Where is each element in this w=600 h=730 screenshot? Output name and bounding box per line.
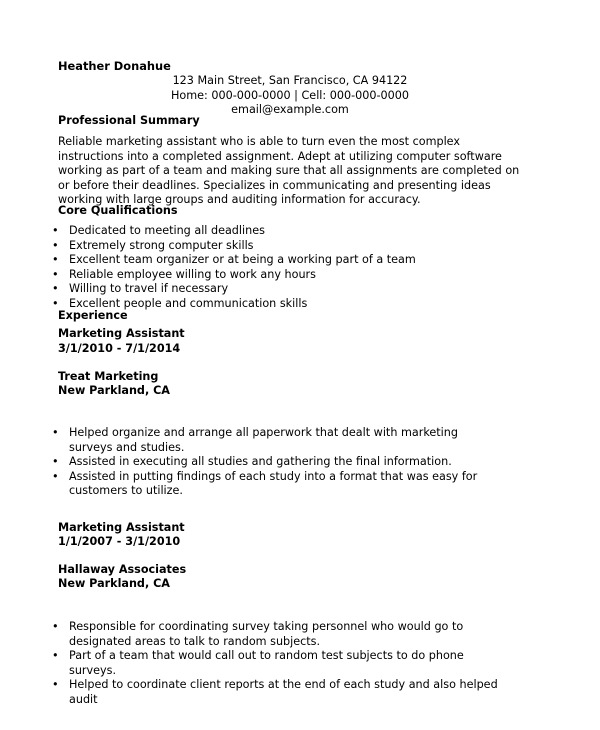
job-2-dates: 1/1/2007 - 3/1/2010: [58, 535, 181, 548]
list-item: • Helped organize and arrange all paperwork that dealt with marketing surveys and studies.: [52, 426, 458, 454]
list-item: • Excellent team organizer or at being a working part of a team: [52, 253, 416, 266]
phone-numbers: Home: 000-000-0000 | Cell: 000-000-0000: [171, 88, 409, 102]
list-item: • Extremely strong computer skills: [52, 238, 254, 252]
job-1-duties: [0, 426, 500, 499]
list-item: • Assisted in putting findings of each study into a format that was easy for customers to utilize.: [52, 469, 478, 497]
list-item: • Responsible for coordinating survey taking personnel who would go to designated areas to talk to random subjects.: [52, 620, 464, 648]
list-item: • Assisted in executing all studies and gathering the final information.: [52, 455, 452, 468]
applicant-name: Heather Donahue: [58, 59, 171, 73]
qualifications-heading: Core Qualifications: [58, 204, 178, 217]
summary-text: Reliable marketing assistant who is able to turn even the most complex instructions into a completed assignment. Adept at utilizing computer software working as part of a team and making sure that all assignments are completed on or before their deadlines. Specializes in communicating and presenting ideas working with large groups and auditing information for accuracy.: [58, 135, 520, 206]
qualifications-list: [0, 224, 520, 311]
list-item: • Helped to coordinate client reports at the end of each study and also helped audit: [52, 678, 498, 706]
job-2-company: Hallaway Associates: [58, 563, 187, 576]
address: 123 Main Street, San Francisco, CA 94122: [172, 74, 408, 87]
bullet-icon: •: [52, 620, 59, 633]
bullet-icon: •: [52, 267, 59, 281]
job-2-location: New Parkland, CA: [58, 577, 170, 590]
bullet-icon: •: [52, 649, 59, 662]
bullet-icon: •: [52, 678, 59, 691]
list-item: • Dedicated to meeting all deadlines: [52, 224, 265, 237]
list-item: • Excellent people and communication skills: [52, 296, 308, 310]
bullet-icon: •: [52, 426, 59, 439]
job-2-duties: [0, 620, 505, 707]
list-item: • Reliable employee willing to work any hours: [52, 267, 316, 281]
contact-block: [150, 74, 430, 118]
bullet-icon: •: [52, 282, 59, 295]
bullet-icon: •: [52, 296, 59, 310]
experience-heading: Experience: [58, 309, 128, 322]
job-1-title: Marketing Assistant: [58, 327, 185, 340]
email: email@example.com: [231, 103, 349, 116]
bullet-icon: •: [52, 253, 59, 266]
job-2-title: Marketing Assistant: [58, 521, 185, 534]
bullet-icon: •: [52, 224, 59, 237]
job-1-dates: 3/1/2010 - 7/1/2014: [58, 342, 181, 355]
list-item: • Part of a team that would call out to random test subjects to do phone surveys.: [52, 649, 464, 677]
bullet-icon: •: [52, 469, 59, 483]
job-1-company: Treat Marketing: [58, 370, 159, 383]
list-item: • Willing to travel if necessary: [52, 282, 229, 295]
summary-heading: Professional Summary: [58, 114, 200, 127]
job-1-location: New Parkland, CA: [58, 384, 170, 397]
bullet-icon: •: [52, 455, 59, 468]
bullet-icon: •: [52, 238, 59, 252]
